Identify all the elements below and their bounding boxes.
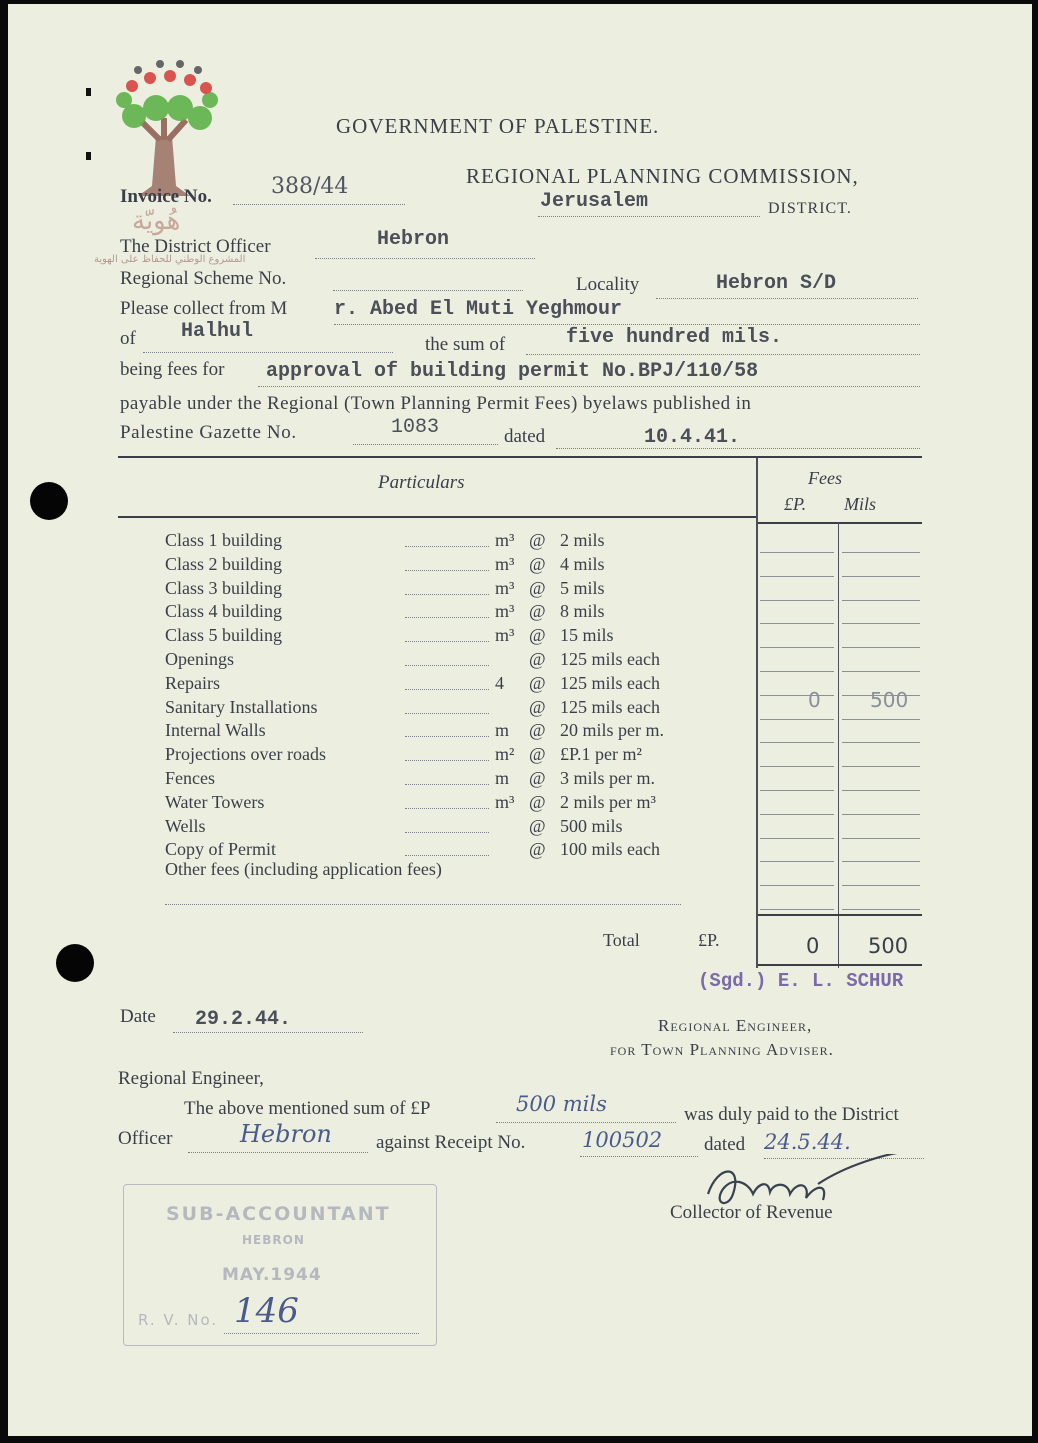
- particulars-row-label: Water Towers: [165, 791, 265, 812]
- particulars-row-unit: m: [495, 720, 510, 741]
- fees-grid-line: [760, 719, 834, 720]
- gazette-number-field: [353, 418, 498, 445]
- receipt-amount-field: [496, 1092, 676, 1123]
- particulars-row-unit: m: [495, 768, 510, 788]
- fees-grid-line: [842, 576, 920, 577]
- receipt-dated-label: dated: [704, 1134, 746, 1155]
- stamp-date: MAY.1944: [222, 1265, 322, 1285]
- table-header-rule: [118, 516, 758, 518]
- fees-grid-line: [842, 861, 920, 862]
- particulars-row: [165, 792, 725, 814]
- receipt-officer-label: Officer: [118, 1128, 173, 1149]
- fees-grid-line: [760, 600, 834, 601]
- particulars-row-rate: 2 mils per m³: [560, 791, 656, 812]
- fees-grid-line: [760, 766, 834, 767]
- particulars-row-rate: 2 mils: [560, 530, 605, 550]
- particulars-row: [165, 744, 725, 766]
- fees-grid-line: [842, 885, 920, 886]
- total-bottom-rule: [758, 964, 922, 966]
- fees-grid-line: [842, 790, 920, 791]
- date-value: 29.2.44.: [195, 1008, 292, 1031]
- at-symbol: @: [529, 696, 546, 717]
- other-fees-field: [165, 896, 681, 905]
- fees-grid-line: [842, 838, 920, 839]
- of-value: Halhul: [181, 320, 254, 343]
- invoice-number: 388/44: [271, 174, 349, 199]
- date-label: Date: [120, 1006, 156, 1027]
- gazette-date-field: [556, 424, 920, 449]
- repairs-mils-value: 500: [870, 688, 909, 712]
- district-officer-label: The District Officer: [120, 236, 271, 257]
- particulars-row-unit: m³: [495, 553, 515, 574]
- tree-people-icon: [94, 56, 234, 206]
- fees-grid-line: [760, 885, 834, 886]
- particulars-row-unit: m³: [495, 530, 515, 550]
- fees-grid-line: [842, 671, 920, 672]
- particulars-row: [165, 625, 725, 647]
- stamp-rv-label: R. V. No.: [138, 1311, 219, 1329]
- gazette-dated-label: dated: [504, 426, 546, 447]
- collect-label: Please collect from M: [120, 298, 288, 319]
- particulars-row-quantity-field: [405, 711, 489, 714]
- lp-header: £P.: [784, 494, 807, 514]
- particulars-row-rate: 5 mils: [560, 577, 605, 598]
- particulars-row-label: Fences: [165, 768, 215, 788]
- receipt-officer-field: [188, 1120, 368, 1153]
- district-value: Jerusalem: [540, 190, 649, 213]
- particulars-row-label: Class 3 building: [165, 577, 283, 598]
- particulars-row-label: Projections over roads: [165, 744, 326, 765]
- particulars-row-rate: 20 mils per m.: [560, 720, 664, 741]
- engineer-subtitle: for Town Planning Adviser.: [610, 1040, 834, 1059]
- particulars-row-quantity-field: [405, 758, 489, 761]
- fees-grid-line: [760, 909, 834, 910]
- fees-grid-line: [842, 600, 920, 601]
- sum-field: [526, 328, 920, 355]
- fees-grid-line: [842, 552, 920, 553]
- at-symbol: @: [529, 649, 546, 669]
- fees-for-label: being fees for: [120, 359, 225, 380]
- particulars-row-quantity-field: [405, 734, 489, 737]
- fees-grid-line: [760, 623, 834, 624]
- at-symbol: @: [529, 839, 546, 860]
- stamp-place: HEBRON: [242, 1233, 305, 1247]
- at-symbol: @: [529, 744, 546, 765]
- payable-text: payable under the Regional (Town Planning Permit Fees) byelaws published in: [120, 393, 752, 414]
- particulars-row-quantity-field: [405, 592, 489, 595]
- at-symbol: @: [529, 625, 546, 646]
- scheme-field: [333, 268, 523, 291]
- stamp-rv-field: [224, 1291, 419, 1334]
- at-symbol: @: [529, 530, 546, 550]
- receipt-dated: 24.5.44.: [764, 1130, 851, 1154]
- of-label: of: [120, 328, 136, 349]
- particulars-row: [165, 720, 725, 742]
- fees-grid-line: [842, 623, 920, 624]
- receipt-number: 100502: [582, 1128, 663, 1152]
- particulars-row: [165, 673, 725, 695]
- at-symbol: @: [529, 720, 546, 741]
- collector-label: Collector of Revenue: [670, 1202, 833, 1223]
- particulars-row-rate: 125 mils each: [560, 649, 660, 669]
- fees-grid-line: [760, 552, 834, 553]
- invoice-label: Invoice No.: [120, 186, 212, 207]
- fees-grid-line: [760, 671, 834, 672]
- particulars-header: Particulars: [378, 472, 465, 493]
- particulars-row-label: Class 1 building: [165, 530, 283, 550]
- particulars-row-unit: m³: [495, 601, 515, 622]
- total-currency: £P.: [698, 930, 720, 950]
- fees-header: Fees: [808, 468, 842, 488]
- repairs-lp-value: 0: [808, 688, 821, 712]
- receipt-amount: 500 mils: [516, 1092, 607, 1116]
- fees-grid-line: [760, 814, 834, 815]
- table-top-rule: [118, 456, 922, 458]
- engineer-title: Regional Engineer,: [658, 1016, 813, 1035]
- commission-heading: REGIONAL PLANNING COMMISSION,: [466, 164, 859, 188]
- government-heading: GOVERNMENT OF PALESTINE.: [336, 114, 660, 138]
- watermark-arabic-name: هُويّة: [132, 206, 181, 236]
- watermark-arabic-subtitle: المشروع الوطني للحفاظ على الهوية: [94, 254, 246, 265]
- particulars-row-label: Wells: [165, 815, 206, 836]
- sum-value: five hundred mils.: [566, 326, 783, 349]
- particulars-row: [165, 530, 725, 552]
- edge-mark: [86, 88, 91, 96]
- at-symbol: @: [529, 768, 546, 788]
- stamp-rv-value: 146: [234, 1291, 299, 1331]
- fees-grid-line: [842, 909, 920, 910]
- particulars-row-quantity-field: [405, 615, 489, 618]
- receipt-salutation: Regional Engineer,: [118, 1068, 264, 1089]
- signed-stamp: (Sgd.) E. L. SCHUR: [698, 970, 904, 992]
- fees-grid-line: [760, 647, 834, 648]
- particulars-row: [165, 578, 725, 600]
- particulars-row-rate: 3 mils per m.: [560, 768, 655, 788]
- district-officer-field: [315, 228, 535, 259]
- receipt-officer: Hebron: [240, 1120, 332, 1148]
- particulars-row-unit: m²: [495, 744, 515, 765]
- fees-for-field: [258, 358, 920, 387]
- particulars-row-rate: 100 mils each: [560, 839, 660, 860]
- particulars-row-quantity-field: [405, 639, 489, 642]
- total-mils-value: 500: [868, 934, 909, 958]
- fees-grid-line: [760, 861, 834, 862]
- date-field: [173, 1008, 363, 1033]
- at-symbol: @: [529, 815, 546, 836]
- sub-accountant-stamp: [123, 1184, 437, 1346]
- receipt-text-2: was duly paid to the District: [684, 1104, 899, 1125]
- particulars-row-quantity-field: [405, 853, 489, 856]
- locality-label: Locality: [576, 274, 640, 295]
- particulars-row-quantity-field: [405, 568, 489, 571]
- particulars-row: [165, 554, 725, 576]
- particulars-row-label: Openings: [165, 649, 234, 669]
- fees-grid-line: [760, 695, 834, 696]
- fees-grid-line: [760, 790, 834, 791]
- at-symbol: @: [529, 577, 546, 598]
- particulars-row-quantity-field: [405, 830, 489, 833]
- invoice-number-field: [233, 174, 405, 205]
- gazette-number: 1083: [391, 416, 440, 439]
- at-symbol: @: [529, 601, 546, 622]
- particulars-row-label: Class 4 building: [165, 601, 283, 622]
- particulars-row-quantity-field: [405, 806, 489, 809]
- fees-for-value: approval of building permit No.BPJ/110/58: [266, 360, 759, 383]
- particulars-row: [165, 816, 725, 838]
- particulars-row-unit: m³: [495, 791, 515, 812]
- fees-grid-line: [842, 742, 920, 743]
- district-field: [538, 190, 760, 217]
- collect-name: r. Abed El Muti Yeghmour: [334, 298, 623, 321]
- fees-grid-line: [842, 766, 920, 767]
- gazette-date: 10.4.41.: [644, 426, 741, 449]
- sum-label: the sum of: [425, 334, 506, 355]
- total-label: Total: [603, 930, 640, 950]
- particulars-row: [165, 697, 725, 719]
- at-symbol: @: [529, 791, 546, 812]
- fees-grid-line: [842, 719, 920, 720]
- particulars-row-label: Repairs: [165, 672, 220, 693]
- fees-column-divider: [756, 458, 758, 968]
- particulars-row-label: Class 2 building: [165, 553, 283, 574]
- receipt-number-field: [580, 1128, 698, 1157]
- fees-header-rule: [758, 522, 922, 524]
- scheme-label: Regional Scheme No.: [120, 268, 287, 289]
- particulars-row-unit: 4: [495, 672, 504, 693]
- particulars-row-rate: 15 mils: [560, 625, 614, 646]
- at-symbol: @: [529, 672, 546, 693]
- particulars-row-rate: 500 mils: [560, 815, 623, 836]
- receipt-text-3: against Receipt No.: [376, 1132, 526, 1153]
- district-officer-value: Hebron: [377, 228, 450, 251]
- particulars-row-rate: 125 mils each: [560, 696, 660, 717]
- at-symbol: @: [529, 553, 546, 574]
- permit-fee-invoice: [8, 4, 1032, 1436]
- particulars-row-unit: m³: [495, 577, 515, 598]
- particulars-row-label: Class 5 building: [165, 625, 283, 646]
- mils-column-divider: [838, 522, 839, 968]
- fees-grid-line: [842, 814, 920, 815]
- locality-field: [656, 274, 918, 299]
- other-fees-label: Other fees (including application fees): [165, 859, 442, 879]
- particulars-row-label: Sanitary Installations: [165, 696, 318, 717]
- of-field: [143, 320, 393, 353]
- fees-grid-line: [842, 647, 920, 648]
- receipt-text-1: The above mentioned sum of £P: [184, 1098, 431, 1119]
- particulars-row-rate: 4 mils: [560, 553, 605, 574]
- particulars-row-rate: 125 mils each: [560, 672, 660, 693]
- locality-value: Hebron S/D: [716, 272, 837, 295]
- total-lp-value: 0: [806, 934, 820, 958]
- particulars-row-rate: 8 mils: [560, 601, 605, 622]
- mils-header: Mils: [844, 494, 877, 514]
- particulars-row-quantity-field: [405, 663, 489, 666]
- particulars-row-quantity-field: [405, 782, 489, 785]
- gazette-label: Palestine Gazette No.: [120, 422, 297, 443]
- particulars-row-quantity-field: [405, 687, 489, 690]
- fees-grid-line: [760, 576, 834, 577]
- particulars-row-quantity-field: [405, 544, 489, 547]
- district-label: DISTRICT.: [768, 200, 852, 217]
- punch-hole-bottom: [56, 944, 94, 982]
- particulars-row-label: Copy of Permit: [165, 839, 276, 860]
- particulars-row: [165, 601, 725, 623]
- punch-hole-top: [30, 482, 68, 520]
- fees-grid-line: [760, 742, 834, 743]
- edge-mark: [86, 152, 91, 160]
- particulars-row: [165, 649, 725, 671]
- particulars-row-label: Internal Walls: [165, 720, 266, 741]
- stamp-title: SUB-ACCOUNTANT: [166, 1203, 391, 1225]
- particulars-row-unit: m³: [495, 625, 515, 646]
- particulars-row: [165, 768, 725, 790]
- fees-grid-line: [760, 838, 834, 839]
- particulars-row-rate: £P.1 per m²: [560, 744, 642, 765]
- total-top-rule: [758, 914, 922, 916]
- collect-field: [334, 298, 920, 325]
